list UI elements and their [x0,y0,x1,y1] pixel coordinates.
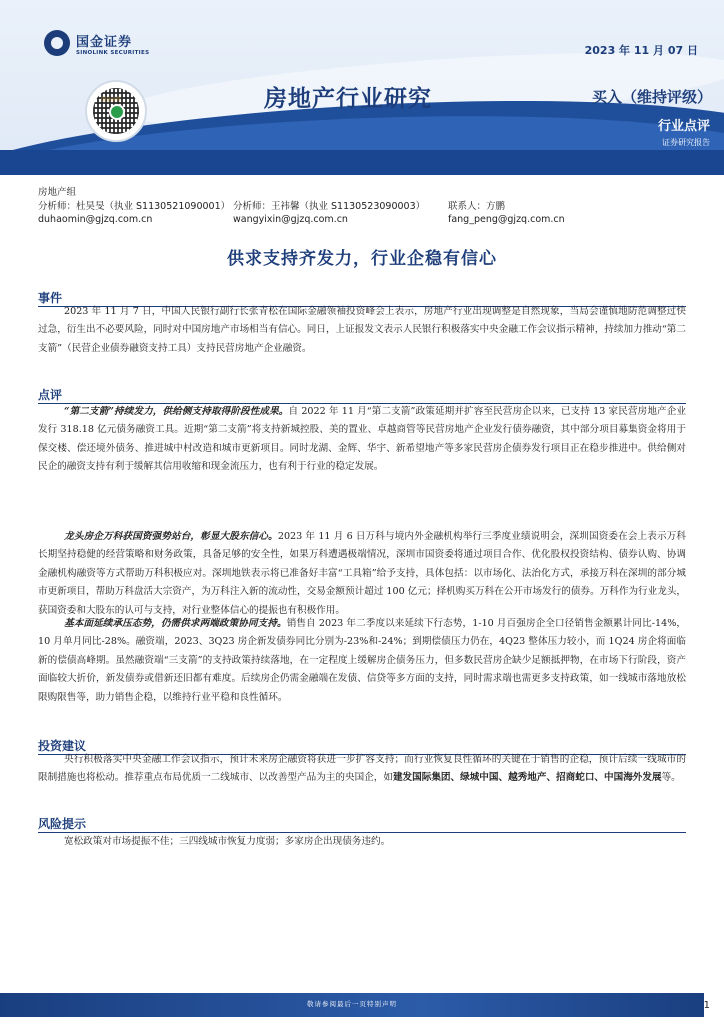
email-1[interactable]: duhaomin@gjzq.com.cn [38,213,153,225]
comment-paragraph-3: 基本面延续承压态势，仍需供求两端政策协同支持。销售自 2023 年二季度以来延续下行态势，1-10 月百强房企全口径销售金额累计同比-14%， 10 月单月同比-28%。融资端，2023、3Q23 房企新发债券同比分别为-23%和-24%；到期偿债压力仍在，4Q23 整体压力较小，而 1Q24 房企将面临新的偿债高峰期。虽然融资端“三支箭”的支持政策持续落地，在一定程度上缓解房企债务压力，但多数民营房企缺少足额抵押物，在市场下行阶段，资产面临较大折价，新发债券或借新还旧都有难度。后续房企仍需金融端在发债、信贷等多方面的支持，同时需求端也需更多支持政策，如一线城市落地放松限购限售等，助力销售企稳，以维持行业平稳和良性循环。 [38,618,687,703]
analyst-block [38,184,698,226]
contact: 联系人：方鹏 [448,201,506,212]
event-paragraph: 2023 年 11 月 7 日，中国人民银行副行长张青松在国际金融领袖投资峰会上表示，房地产行业出现调整是自然现象，当局会谨慎地防范调整过快过急，衍生出不必要风险，同时对中国房地产市场相当有信心。同日，上证报发文表示人民银行积极落实中央金融工作会议指示精神，持续加力推动“第二支箭”（民营企业债券融资支持工具）支持民营房地产企业融资。 [38,306,686,354]
footer-disclaimer[interactable]: 敬请参阅最后一页特别声明 [307,1000,397,1008]
report-type: 行业点评 [657,119,710,134]
email-3[interactable]: fang_peng@gjzq.com.cn [448,213,565,225]
logo-en: SINOLINK SECURITIES [76,49,150,56]
section-title-risk: 风险提示 [38,817,87,831]
team-name: 房地产组 [38,187,77,198]
comment-paragraph-1: “第二支箭”持续发力，供给侧支持取得阶段性成果。自 2022 年 11 月“第二支箭”政策延期并扩容至民营房企以来，已支持 13 家民营房地产企业发行 318.18 亿元债务融资工具。近期“第二支箭”将支持新城控股、美的置业、卓越商管等民营房地产企业发行债券融资，其中部分项目募集资金将用于保交楼、偿还境外债务、推进城中村改造和城市更新项目。同时龙湖、金辉、华宇、新希望地产等多家民营房企债券发行项目正在稳步推进中。供给侧对民企的融资支持有利于缓解其信用收缩和现金流压力，也有利于行业的稳定发展。 [38,406,686,473]
rating: 买入（维持评级） [591,88,712,106]
section-title-comment: 点评 [38,388,63,402]
page-number: 1 [703,1000,710,1011]
risk-paragraph: 宽松政策对市场提振不佳；三四线城市恢复力度弱；多家房企出现债务违约。 [64,836,391,847]
section-title-event: 事件 [38,291,63,305]
report-type-sub: 证券研究报告 [662,138,710,147]
analyst-2: 分析师：王祎馨（执业 S1130523090003） [233,201,426,212]
header-wave [0,150,724,175]
analyst-1: 分析师：杜昊旻（执业 S1130521090001） [38,201,231,212]
company-logo [44,30,149,56]
email-2[interactable]: wangyixin@gjzq.com.cn [233,213,348,225]
invest-paragraph: 央行积极落实中央金融工作会议指示，预计未来房企融资将获进一步扩容支持；而行业恢复良性循环的关键在于销售的企稳，预计后续一线城市的限制措施也将松动。推荐重点布局优质一二线城市、以改善型产品为主的央国企，如建发国际集团、绿城中国、越秀地产、招商蛇口、中国海外发展等。 [38,754,686,784]
wechat-icon [109,104,125,120]
qr-label: 国金证券 [101,97,122,103]
section-title-invest: 投资建议 [38,739,87,753]
logo-icon [44,30,70,56]
report-headline: 供求支持齐发力，行业企稳有信心 [227,249,497,269]
comment-paragraph-2: 龙头房企万科获国资强势站台，彰显大股东信心。2023 年 11 月 6 日万科与境内外金融机构举行三季度业绩说明会，深圳国资委在会上表示万科长期坚持稳健的经营策略和财务政策，具备足够的安全性，如果万科遭遇极端情况，深圳市国资委将通过项目合作、优化股权投资结构、债券认购、协调金融机构融资等方式帮助万科积极应对。深圳地铁表示将已准备好丰富“工具箱”给予支持，具体包括：以市场化、法治化方式，承接万科在深圳的部分城市更新项目，帮助万科盘活大宗资产，为万科注入新的流动性，交易金额预计超过 100 亿元；择机购买万科在公开市场发行的债券。万科作为行业龙头，获国资委和大股东的认可与支持，对行业整体信心的提振也有积极作用。 [38,531,687,616]
logo-cn: 国金证券 [76,34,133,50]
report-date: 2023 年 11 月 07 日 [584,44,698,57]
qr-code [85,80,147,142]
page-title: 房地产行业研究 [264,86,432,112]
